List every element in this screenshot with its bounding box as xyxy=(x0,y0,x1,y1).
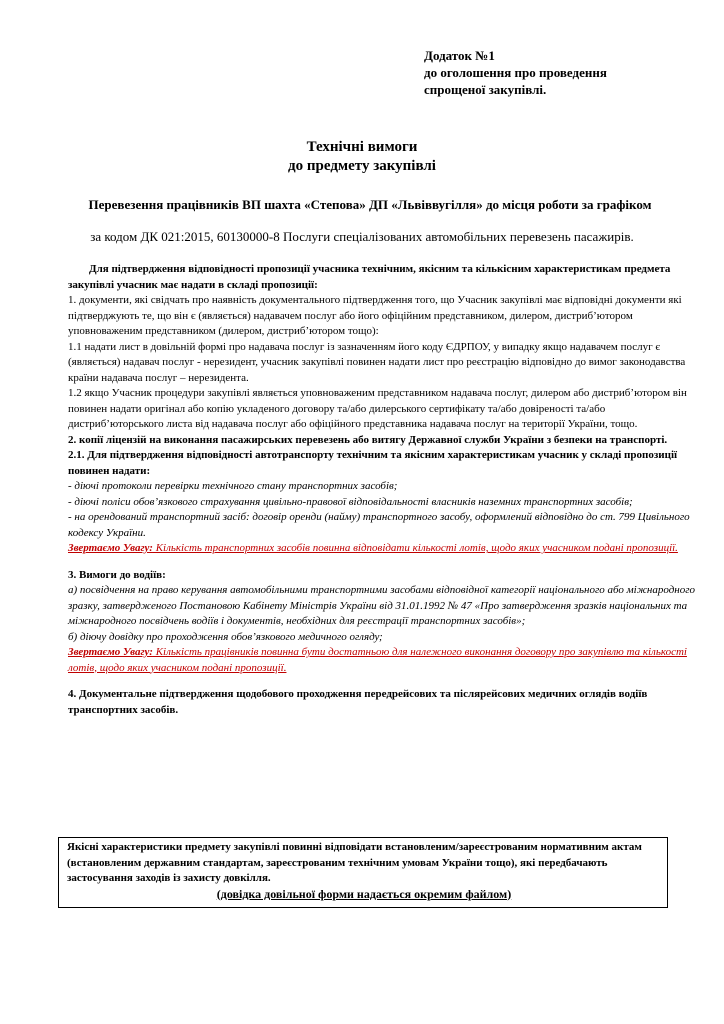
intro-paragraph: Для підтвердження відповідності пропозиції учасника технічним, якісним та кількісним характеристикам предмета закупівлі учасник має надати в складі пропозиції: xyxy=(68,263,671,291)
item-2-1: 2.1. Для підтвердження відповідності автотранспорту технічним та якісним характеристикам учасник у складі пропозиції повинен надати: xyxy=(68,449,678,477)
page-title: Технічні вимоги xyxy=(306,139,418,155)
warning-text: Кількість транспортних засобів повинна відповідати кількості лотів, щодо яких учасником подані пропозиції. xyxy=(152,542,678,554)
cpv-code-line: за кодом ДК 021:2015, 60130000-8 Послуги спеціалізованих автомобільних перевезень пасажирів. xyxy=(90,229,634,244)
requirements-body xyxy=(68,262,696,718)
page-subtitle: до предмету закупівлі xyxy=(288,158,436,174)
item-2-1-a: - діючі протоколи перевірки технічного стану транспортних засобів; xyxy=(68,480,398,492)
warning-lead: Звертаємо Увагу: xyxy=(68,646,153,658)
addendum-procedure: спрощеної закупівлі. xyxy=(424,82,547,97)
warning-lead: Звертаємо Увагу: xyxy=(68,542,153,554)
item-3-b: б) діючу довідку про проходження обов’язкового медичного огляду; xyxy=(68,630,383,643)
warning-drivers xyxy=(68,645,696,676)
certificate-note: (довідка довільної форми надається окремим файлом) xyxy=(216,886,512,901)
item-3: 3. Вимоги до водіїв: xyxy=(68,568,166,581)
warning-text: Кількість працівників повинна бути достатньою для належного виконання договору про закупівлю та кількості лотів, щодо яких учасником подані пропозиції. xyxy=(68,646,687,674)
item-2-1-b: - діючі поліси обов’язкового страхування цивільно-правової відповідальності власників наземних транспортних засобів; xyxy=(68,495,633,508)
quality-characteristics-box xyxy=(58,837,668,908)
item-2: 2. копії ліцензій на виконання пасажирських перевезень або витягу Державної служби України з безпеки на транспорті. xyxy=(68,433,668,446)
quality-characteristics-text: Якісні характеристики предмету закупівлі повинні відповідати встановленим/зареєстрованим нормативним актам (встановленим державним стандартам, зареєстрованим технічним умовам України тощо), які передбачають застосування заходів із захисту довкілля. xyxy=(67,841,642,884)
item-1-1: 1.1 надати лист в довільній формі про надавача послуг із зазначенням його коду ЄДРПОУ, у випадку якщо надавачем послуг є (являється) надавач послуг - нерезидент, учасник закупівлі повинен надати лист про реєстрацію відповідно до вимог законодавства країни надавача послуг – нерезидента. xyxy=(68,340,686,384)
addendum-number: Додаток №1 xyxy=(424,48,495,63)
item-1-2: 1.2 якщо Учасник процедури закупівлі являється уповноваженим представником надавача послуг, дилером або дистриб’ютором він повинен надати оригінал або копію укладеного договору та/або дилерського сертифікату та/або довіреності та/або дистриб’юторського листа від надавача послуг або офіційного представника надавача послуг на території України, тощо. xyxy=(68,387,687,430)
addendum-reference: до оголошення про проведення xyxy=(424,65,607,80)
item-3-a: а) посвідчення на право керування автомобільними транспортними засобами відповідної категорії національного або міжнародного зразку, затвердженого Постановою Кабінету Міністрів України від 31.01.1992 № 47 «Про затвердження зразків національних та міжнародного посвідчень водіїв і документів, необхідних для реєстрації транспортних засобів»; xyxy=(68,584,696,627)
item-2-1-c: - на орендований транспортний засіб: договір оренди (найму) транспортного засобу, оформлений відповідно до ст. 799 Цивільного кодексу України. xyxy=(68,511,690,539)
warning-vehicles xyxy=(68,541,696,557)
addendum-block xyxy=(424,47,704,98)
procurement-subject: Перевезення працівників ВП шахта «Степова» ДП «Львіввугілля» до місця роботи за графіком xyxy=(88,197,652,212)
item-4: 4. Документальне підтвердження щодобового проходження передрейсових та післярейсових медичних оглядів водіїв транспортних засобів. xyxy=(68,688,648,716)
item-1: 1. документи, які свідчать про наявність документального підтвердження того, що Учасник закупівлі має відповідні документи які підтверджують те, що він є (являється) надавачем послуг або його офіційним представником, дилером, дистриб’ютором уповноваженим представником (дилером, дистриб’ютором тощо): xyxy=(68,294,682,337)
